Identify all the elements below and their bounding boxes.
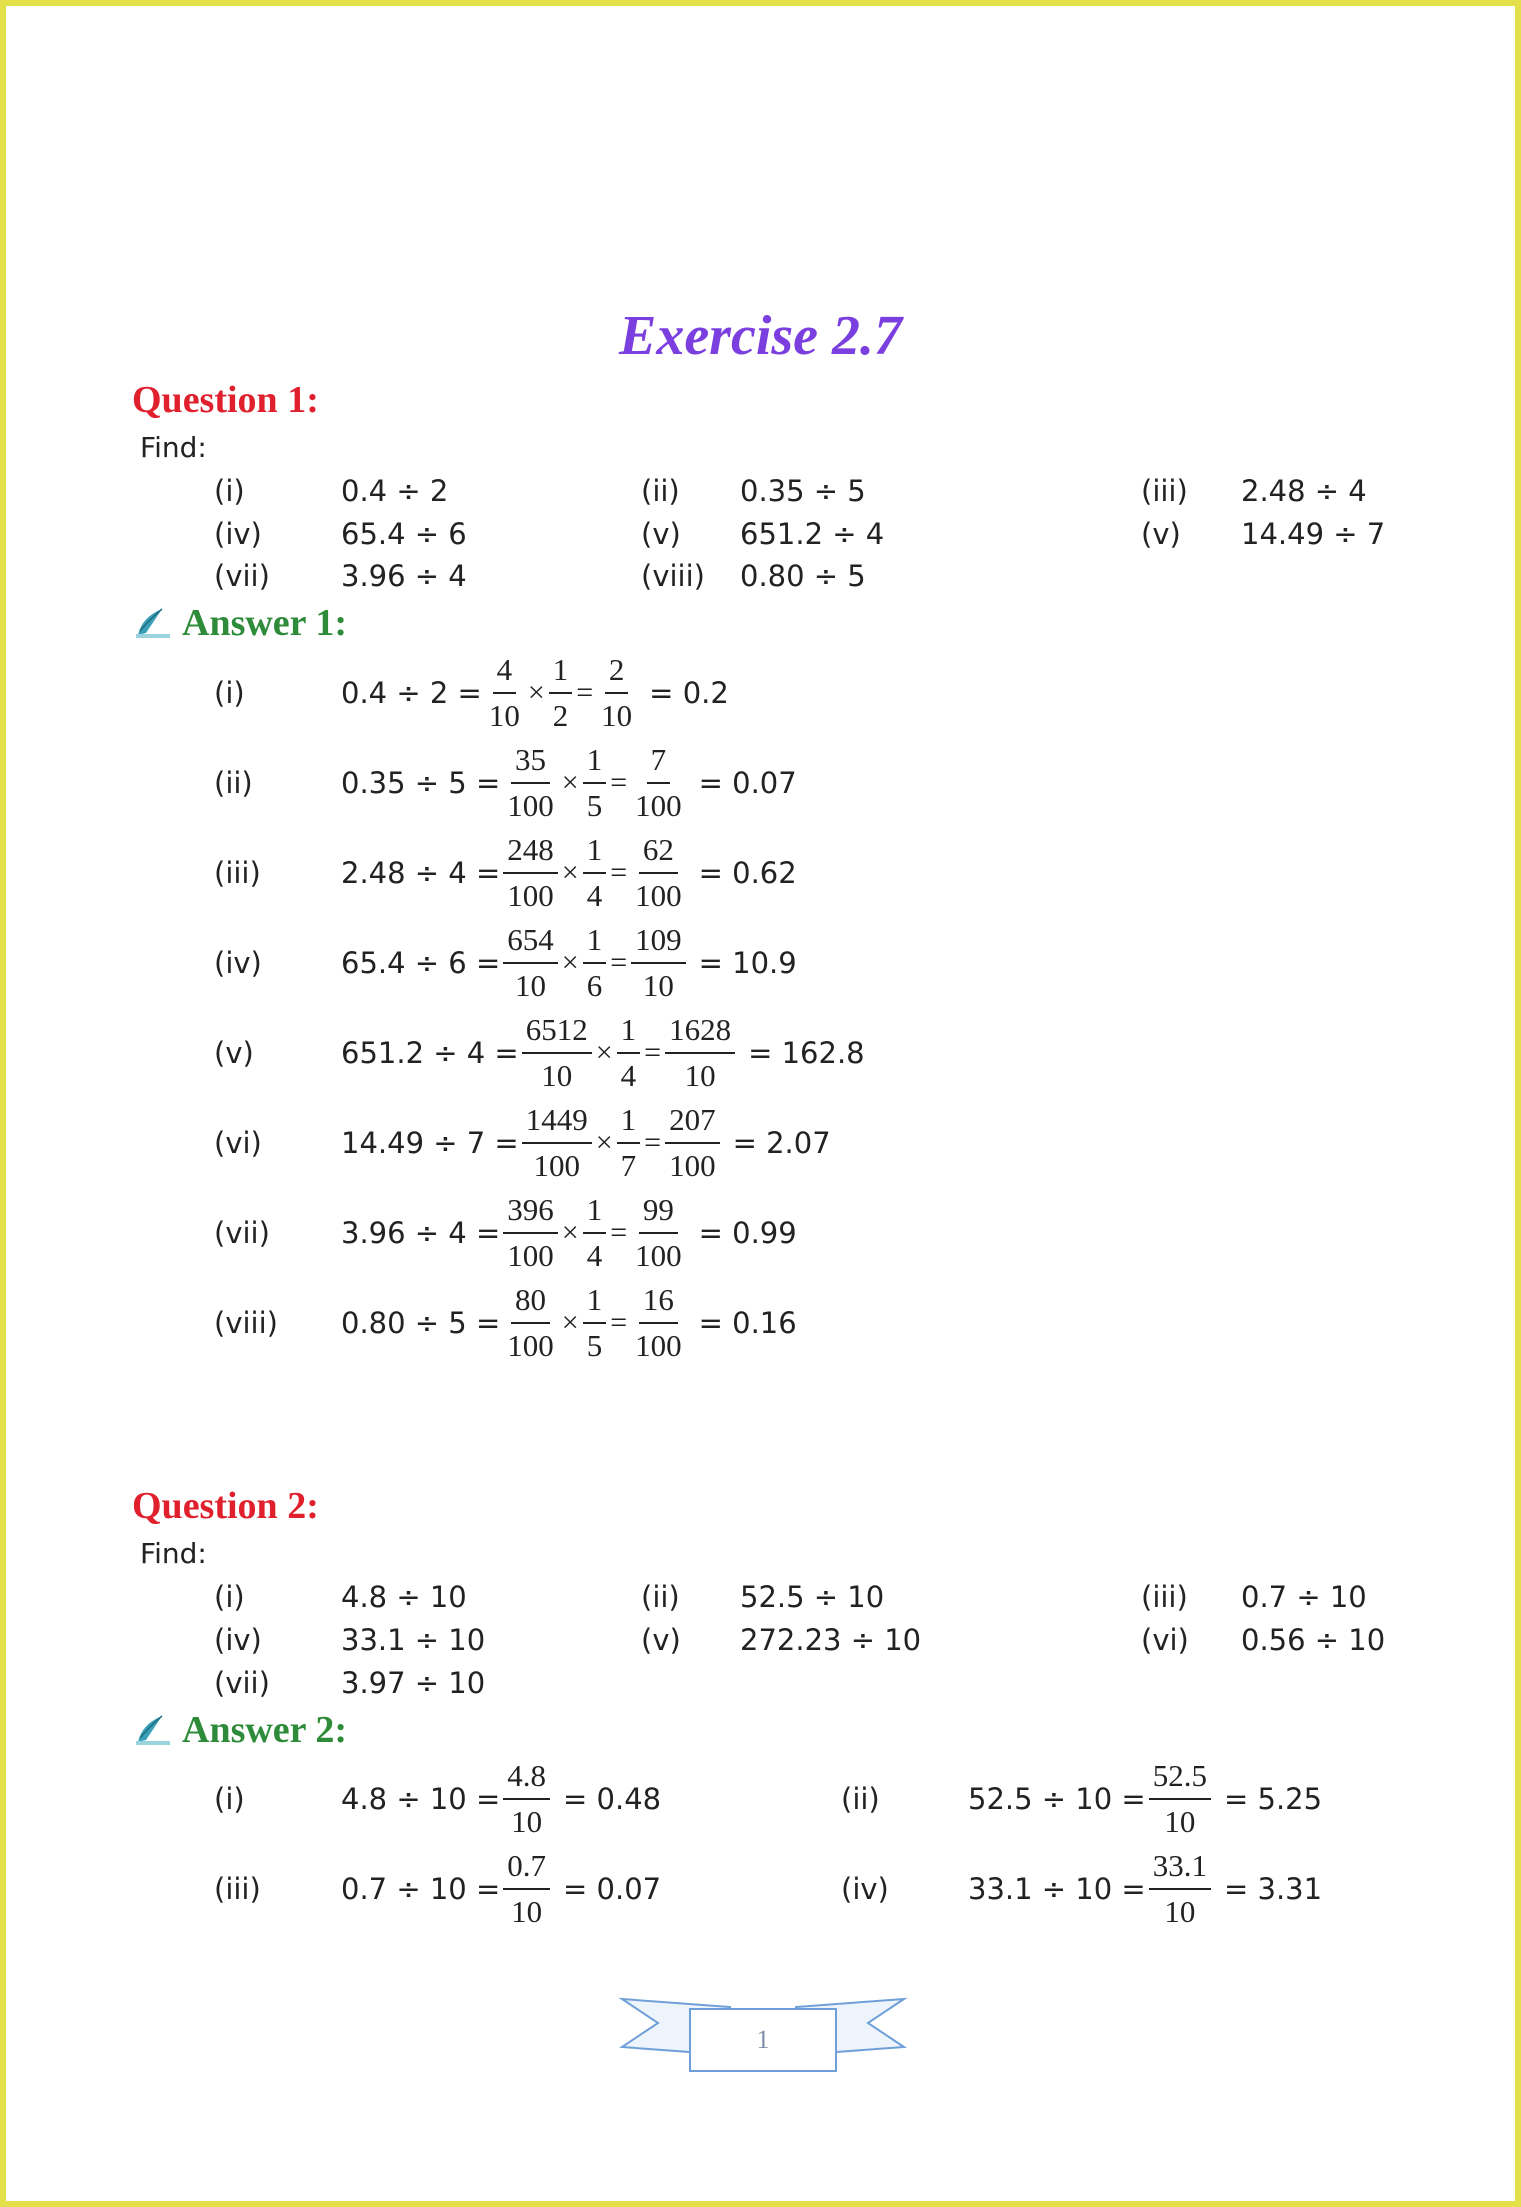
times-sign: × [561, 946, 579, 979]
question-1-find-label: Find: [140, 431, 207, 464]
answer-row [214, 648, 729, 738]
denominator: 100 [507, 788, 554, 823]
numerator: 1449 [522, 1098, 592, 1144]
denominator: 10 [601, 698, 633, 733]
answer-row-expr: 651.2 ÷ 4 = [341, 1036, 519, 1070]
times-sign: × [527, 676, 545, 709]
answer-row-expr: 0.7 ÷ 10 = [341, 1872, 501, 1906]
answer-row-result: = 0.48 [563, 1782, 662, 1816]
q1-item-expr: 65.4 ÷ 6 [341, 517, 467, 551]
answer-row-label: (ii) [841, 1782, 880, 1816]
denominator: 2 [552, 698, 569, 733]
denominator: 100 [507, 1328, 554, 1363]
answer-row-result: = 5.25 [1223, 1782, 1323, 1816]
q2-item-expr: 4.8 ÷ 10 [341, 1580, 467, 1614]
answer-row-result: = 3.31 [1223, 1872, 1323, 1906]
denominator: 10 [541, 1058, 573, 1093]
answer-row-label: (viii) [214, 1306, 278, 1340]
q1-item-expr: 0.80 ÷ 5 [740, 559, 866, 593]
q2-item-label: (vii) [214, 1666, 270, 1700]
numerator: 33.1 [1149, 1844, 1211, 1890]
answer-2-label: Answer 2: [182, 1709, 348, 1751]
numerator: 1 [549, 648, 573, 694]
fraction [665, 1098, 720, 1188]
numerator: 1 [583, 1188, 607, 1234]
fraction [583, 828, 607, 918]
equals-sign: = [644, 1036, 662, 1069]
denominator: 10 [511, 1894, 543, 1929]
equals-sign: = [576, 676, 594, 709]
q1-item-expr: 0.35 ÷ 5 [740, 474, 866, 508]
answer-row-expr: 52.5 ÷ 10 = [968, 1782, 1146, 1816]
fraction [503, 918, 558, 1008]
fraction [522, 1008, 592, 1098]
times-sign: × [561, 1306, 579, 1339]
answer-row-expr: 14.49 ÷ 7 = [341, 1126, 519, 1160]
q1-item-expr: 2.48 ÷ 4 [1241, 474, 1367, 508]
q1-item-expr: 0.4 ÷ 2 [341, 474, 449, 508]
denominator: 100 [635, 788, 682, 823]
numerator: 1 [583, 828, 607, 874]
answer-row-label: (iii) [214, 856, 261, 890]
answer-row-expr: 0.4 ÷ 2 = [341, 676, 482, 710]
q2-item-expr: 52.5 ÷ 10 [740, 1580, 885, 1614]
q1-item-expr: 14.49 ÷ 7 [1241, 517, 1386, 551]
denominator: 100 [507, 878, 554, 913]
q2-item-label: (vi) [1141, 1623, 1189, 1657]
numerator: 6512 [522, 1008, 592, 1054]
answer-2-heading [132, 1708, 347, 1752]
denominator: 100 [635, 878, 682, 913]
numerator: 4 [493, 648, 517, 694]
fraction [549, 648, 573, 738]
answer-row-result: = 0.99 [698, 1216, 797, 1250]
answer-row-result: = 0.07 [563, 1872, 662, 1906]
answer-row-result: = 0.2 [649, 676, 729, 710]
numerator: 1 [583, 738, 607, 784]
q1-item-label: (v) [641, 517, 681, 551]
answer-row [214, 828, 797, 918]
numerator: 654 [503, 918, 558, 964]
numerator: 2 [605, 648, 629, 694]
question-2-find-label: Find: [140, 1537, 207, 1570]
q2-item-expr: 33.1 ÷ 10 [341, 1623, 486, 1657]
denominator: 100 [635, 1238, 682, 1273]
fraction [522, 1098, 592, 1188]
denominator: 4 [586, 1238, 603, 1273]
answer-row-label: (iv) [841, 1872, 889, 1906]
equals-sign: = [610, 1306, 628, 1339]
numerator: 1 [617, 1008, 641, 1054]
fraction [583, 1278, 607, 1368]
answer-row-result: = 0.07 [698, 766, 797, 800]
q1-item-label: (i) [214, 474, 245, 508]
denominator: 4 [620, 1058, 637, 1093]
q1-item-expr: 651.2 ÷ 4 [740, 517, 885, 551]
equals-sign: = [610, 856, 628, 889]
answer-row-expr: 65.4 ÷ 6 = [341, 946, 501, 980]
denominator: 10 [1164, 1894, 1196, 1929]
answer-row [214, 1844, 661, 1934]
q1-item-label: (viii) [641, 559, 705, 593]
equals-sign: = [610, 766, 628, 799]
fraction [503, 1754, 550, 1844]
answer-row-result: = 0.62 [698, 856, 797, 890]
fraction [631, 918, 686, 1008]
q2-item-label: (v) [641, 1623, 681, 1657]
numerator: 35 [511, 738, 550, 784]
denominator: 10 [1164, 1804, 1196, 1839]
numerator: 7 [647, 738, 671, 784]
answer-row-label: (v) [214, 1036, 254, 1070]
numerator: 1 [583, 918, 607, 964]
fraction [597, 648, 636, 738]
times-sign: × [561, 1216, 579, 1249]
answer-row [214, 1278, 797, 1368]
times-sign: × [561, 856, 579, 889]
question-2-heading: Question 2: [132, 1485, 319, 1527]
denominator: 10 [684, 1058, 716, 1093]
answer-row [214, 1754, 661, 1844]
answer-row-expr: 4.8 ÷ 10 = [341, 1782, 501, 1816]
fraction [583, 738, 607, 828]
pen-logo-icon [132, 1712, 176, 1748]
answer-row-expr: 0.35 ÷ 5 = [341, 766, 501, 800]
denominator: 100 [507, 1238, 554, 1273]
answer-row-label: (iv) [214, 946, 262, 980]
answer-1-label: Answer 1: [182, 602, 348, 644]
numerator: 109 [631, 918, 686, 964]
fraction [583, 1188, 607, 1278]
q1-item-label: (iv) [214, 517, 262, 551]
q2-item-expr: 3.97 ÷ 10 [341, 1666, 486, 1700]
answer-row [841, 1754, 1322, 1844]
numerator: 0.7 [503, 1844, 550, 1890]
equals-sign: = [610, 946, 628, 979]
q2-item-label: (i) [214, 1580, 245, 1614]
fraction [1149, 1754, 1211, 1844]
denominator: 4 [586, 878, 603, 913]
fraction [503, 1844, 550, 1934]
fraction [503, 828, 558, 918]
numerator: 52.5 [1149, 1754, 1211, 1800]
times-sign: × [561, 766, 579, 799]
equals-sign: = [610, 1216, 628, 1249]
q2-item-label: (iii) [1141, 1580, 1188, 1614]
answer-row-result: = 10.9 [698, 946, 797, 980]
answer-row-label: (i) [214, 1782, 245, 1816]
numerator: 62 [639, 828, 678, 874]
answer-row [214, 1008, 865, 1098]
equals-sign: = [644, 1126, 662, 1159]
fraction [485, 648, 524, 738]
numerator: 4.8 [503, 1754, 550, 1800]
q1-item-label: (ii) [641, 474, 680, 508]
fraction [631, 1278, 686, 1368]
answer-row-result: = 162.8 [748, 1036, 865, 1070]
fraction [503, 1188, 558, 1278]
answer-row-result: = 2.07 [732, 1126, 831, 1160]
fraction [665, 1008, 735, 1098]
fraction [617, 1098, 641, 1188]
times-sign: × [595, 1036, 613, 1069]
fraction [617, 1008, 641, 1098]
q1-item-label: (v) [1141, 517, 1181, 551]
denominator: 7 [620, 1148, 637, 1183]
denominator: 5 [586, 1328, 603, 1363]
question-1-heading: Question 1: [132, 379, 319, 421]
denominator: 10 [642, 968, 674, 1003]
answer-row-label: (vi) [214, 1126, 262, 1160]
page-number-ribbon [618, 1993, 908, 2078]
answer-row [214, 918, 797, 1008]
denominator: 10 [515, 968, 547, 1003]
fraction [1149, 1844, 1211, 1934]
answer-row [214, 738, 797, 828]
q1-item-label: (vii) [214, 559, 270, 593]
numerator: 248 [503, 828, 558, 874]
page-number: 1 [756, 2025, 770, 2054]
answer-row [214, 1098, 831, 1188]
q1-item-expr: 3.96 ÷ 4 [341, 559, 467, 593]
answer-row-expr: 0.80 ÷ 5 = [341, 1306, 501, 1340]
denominator: 6 [586, 968, 603, 1003]
fraction [631, 1188, 686, 1278]
answer-row-label: (iii) [214, 1872, 261, 1906]
answer-row-expr: 3.96 ÷ 4 = [341, 1216, 501, 1250]
denominator: 10 [511, 1804, 543, 1839]
answer-row-label: (i) [214, 676, 245, 710]
pen-logo-icon [132, 605, 176, 641]
q1-item-label: (iii) [1141, 474, 1188, 508]
fraction [503, 1278, 558, 1368]
answer-row-label: (ii) [214, 766, 253, 800]
q2-item-label: (iv) [214, 1623, 262, 1657]
fraction [583, 918, 607, 1008]
answer-row [214, 1188, 797, 1278]
fraction [503, 738, 558, 828]
times-sign: × [595, 1126, 613, 1159]
page-title: Exercise 2.7 [618, 305, 903, 367]
numerator: 1628 [665, 1008, 735, 1054]
fraction [631, 828, 686, 918]
denominator: 100 [533, 1148, 580, 1183]
numerator: 1 [617, 1098, 641, 1144]
denominator: 100 [669, 1148, 716, 1183]
answer-row-expr: 2.48 ÷ 4 = [341, 856, 501, 890]
numerator: 207 [665, 1098, 720, 1144]
answer-row-expr: 33.1 ÷ 10 = [968, 1872, 1146, 1906]
numerator: 80 [511, 1278, 550, 1324]
answer-row-result: = 0.16 [698, 1306, 797, 1340]
numerator: 396 [503, 1188, 558, 1234]
answer-row [841, 1844, 1322, 1934]
q2-item-expr: 0.7 ÷ 10 [1241, 1580, 1367, 1614]
q2-item-expr: 272.23 ÷ 10 [740, 1623, 922, 1657]
q2-item-expr: 0.56 ÷ 10 [1241, 1623, 1386, 1657]
denominator: 100 [635, 1328, 682, 1363]
q2-item-label: (ii) [641, 1580, 680, 1614]
numerator: 16 [639, 1278, 678, 1324]
answer-1-heading [132, 601, 347, 645]
numerator: 1 [583, 1278, 607, 1324]
denominator: 5 [586, 788, 603, 823]
fraction [631, 738, 686, 828]
numerator: 99 [639, 1188, 678, 1234]
answer-row-label: (vii) [214, 1216, 270, 1250]
denominator: 10 [488, 698, 520, 733]
